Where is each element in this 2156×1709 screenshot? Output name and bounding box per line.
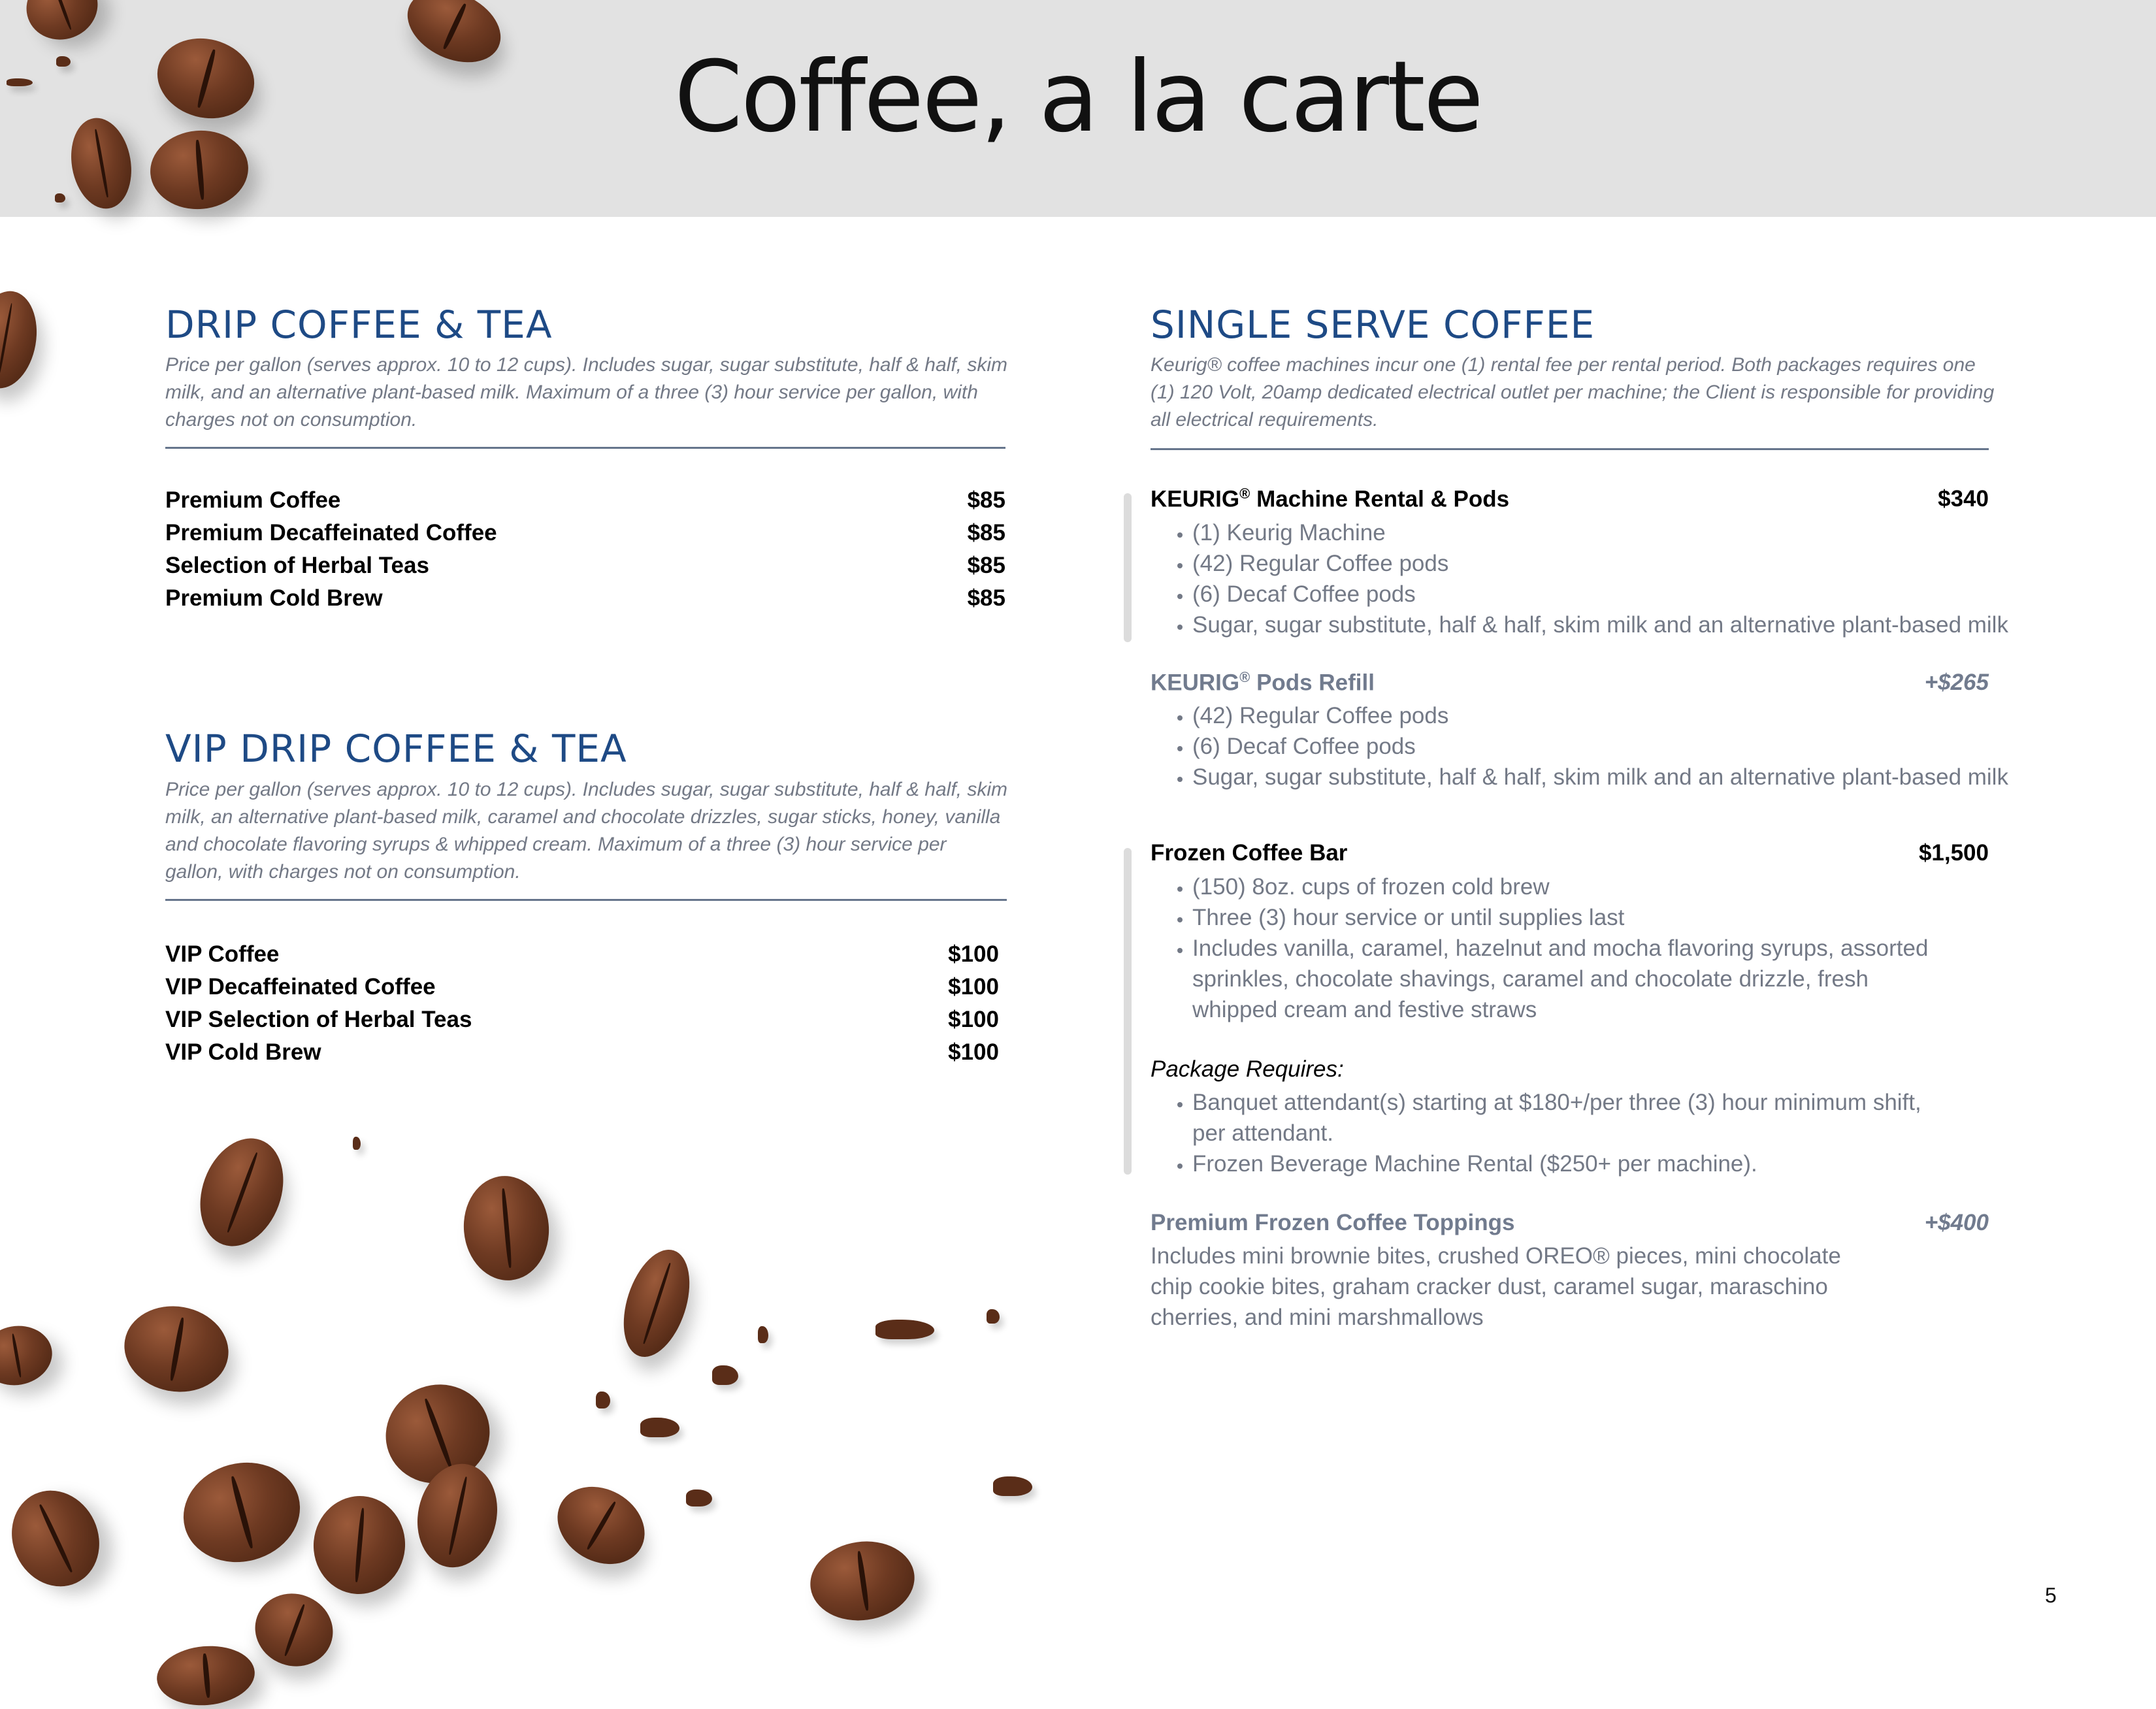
list-item: • (150) 8oz. cups of frozen cold brew — [1192, 871, 1944, 902]
brand-text: KEURIG — [1151, 670, 1240, 696]
coffee-bean-image — [245, 1583, 343, 1677]
item-name: VIP Selection of Herbal Teas — [165, 1007, 472, 1032]
drip-section-title: DRIP COFFEE & TEA — [165, 302, 553, 347]
item-name: Premium Frozen Coffee Toppings — [1151, 1210, 1515, 1235]
coffee-chip-image — [712, 1365, 738, 1385]
menu-item — [165, 582, 1005, 615]
item-name: VIP Coffee — [165, 941, 280, 967]
item-price: $100 — [948, 1007, 999, 1032]
list-item: • (6) Decaf Coffee pods — [1192, 579, 2156, 610]
coffee-bean-image — [544, 1471, 659, 1579]
coffee-chip-image — [987, 1309, 1000, 1324]
single-serve-divider — [1151, 448, 1989, 450]
coffee-bean-image — [0, 1476, 115, 1601]
menu-item — [165, 1003, 999, 1036]
list-item: • (1) Keurig Machine — [1192, 517, 2156, 548]
coffee-bean-image — [310, 1492, 410, 1598]
registered-mark: ® — [1239, 485, 1250, 502]
vip-description: Price per gallon (serves approx. 10 to 12 cups). Includes sugar, sugar substitute, half & half, skim milk, an alternative plant-based milk, caramel and chocolate drizzles, sugar sticks, honey, vanilla and chocolate flavoring syrups & whipped cream. Maximum of a three (3) hour service per gallon, with charges not on consumption. — [165, 779, 1007, 883]
menu-item — [165, 938, 999, 971]
coffee-chip-image — [55, 193, 65, 203]
registered-mark: ® — [1239, 669, 1250, 685]
single-serve-section-title: SINGLE SERVE COFFEE — [1151, 302, 1595, 347]
list-item: • Three (3) hour service or until supplies last — [1192, 902, 1944, 933]
list-item: • (42) Regular Coffee pods — [1192, 700, 2156, 731]
item-name: Premium Decaffeinated Coffee — [165, 520, 497, 545]
keurig-rental-list — [1151, 517, 2156, 640]
item-price: $100 — [948, 1039, 999, 1065]
item-price: $340 — [1938, 485, 1989, 512]
coffee-chip-image — [7, 78, 33, 86]
frozen-bar-list — [1151, 871, 1944, 1025]
coffee-bean-image — [172, 1450, 312, 1574]
brand-text: KEURIG — [1151, 486, 1240, 512]
single-serve-description: Keurig® coffee machines incur one (1) rental fee per rental period. Both packages requires one (1) 120 Volt, 20amp dedicated electrical outlet per machine; the Client is responsible for providing all electrical requirements. — [1151, 354, 1995, 431]
item-name: Premium Coffee — [165, 487, 341, 513]
coffee-bean-image — [118, 1298, 235, 1400]
list-item: • (42) Regular Coffee pods — [1192, 548, 2156, 579]
menu-item — [165, 517, 1005, 549]
item-name-text: Pods Refill — [1250, 670, 1375, 696]
coffee-bean-image — [0, 1320, 57, 1391]
list-item: • Includes vanilla, caramel, hazelnut and mocha flavoring syrups, assorted sprinkles, chocolate shavings, caramel and chocolate drizzle, fresh whipped cream and festive straws — [1192, 933, 1944, 1025]
item-price: $85 — [967, 585, 1005, 611]
coffee-chip-image — [596, 1392, 610, 1408]
package-requires-list — [1151, 1087, 1944, 1179]
toppings-description: Includes mini brownie bites, crushed OREO® pieces, mini chocolate chip cookie bites, graham cracker dust, caramel sugar, maraschino cherries, and mini marshmallows — [1151, 1243, 1841, 1330]
item-price: $100 — [948, 974, 999, 1000]
keurig-refill-list — [1151, 700, 2156, 792]
menu-item — [165, 549, 1005, 582]
list-item: • Banquet attendant(s) starting at $180+/per three (3) hour minimum shift, per attendant. — [1192, 1087, 1944, 1148]
list-item: • Sugar, sugar substitute, half & half, skim milk and an alternative plant-based milk — [1192, 610, 2156, 640]
list-item: • Frozen Beverage Machine Rental ($250+ per machine). — [1192, 1148, 1944, 1179]
item-name: VIP Cold Brew — [165, 1039, 321, 1065]
item-name: Frozen Coffee Bar — [1151, 840, 1348, 866]
keurig-refill-header — [1151, 669, 1989, 696]
coffee-bean-image — [459, 1173, 553, 1284]
list-item: • (6) Decaf Coffee pods — [1192, 731, 2156, 762]
menu-item — [165, 971, 999, 1003]
coffee-chip-image — [353, 1137, 361, 1150]
coffee-chip-image — [993, 1476, 1032, 1496]
coffee-chip-image — [758, 1326, 768, 1343]
coffee-chip-image — [686, 1489, 712, 1506]
coffee-bean-image — [805, 1535, 919, 1627]
menu-item — [165, 484, 1005, 517]
page-number: 5 — [2045, 1584, 2057, 1607]
item-price: $85 — [967, 487, 1005, 513]
coffee-bean-image — [612, 1241, 702, 1365]
coffee-bean-image — [154, 1642, 257, 1709]
item-price: $1,500 — [1918, 840, 1989, 866]
page-title: Coffee, a la carte — [674, 41, 1482, 154]
item-name-text: Machine Rental & Pods — [1250, 486, 1510, 512]
coffee-bean-image — [0, 286, 44, 393]
item-name — [1151, 485, 1509, 513]
coffee-bean-image — [186, 1127, 298, 1258]
coffee-chip-image — [875, 1320, 934, 1339]
drip-divider — [165, 447, 1005, 449]
vip-divider — [165, 899, 1007, 901]
accent-bar — [1124, 493, 1132, 642]
item-price: $85 — [967, 553, 1005, 578]
vip-menu — [165, 938, 999, 1069]
list-item: • Sugar, sugar substitute, half & half, skim milk and an alternative plant-based milk — [1192, 762, 2156, 792]
item-name: VIP Decaffeinated Coffee — [165, 974, 436, 1000]
item-name: Premium Cold Brew — [165, 585, 383, 611]
frozen-bar-header — [1151, 840, 1989, 866]
drip-menu — [165, 484, 1005, 615]
item-price: +$265 — [1924, 669, 1989, 695]
coffee-chip-image — [640, 1418, 679, 1437]
keurig-rental-header — [1151, 485, 1989, 513]
package-requires-label: Package Requires: — [1151, 1056, 1344, 1082]
menu-item — [165, 1036, 999, 1069]
item-name — [1151, 669, 1375, 696]
item-price: +$400 — [1924, 1210, 1989, 1235]
item-name: Selection of Herbal Teas — [165, 553, 429, 578]
coffee-chip-image — [56, 56, 71, 67]
accent-bar — [1124, 848, 1132, 1175]
item-price: $85 — [967, 520, 1005, 545]
toppings-header — [1151, 1210, 1989, 1236]
item-price: $100 — [948, 941, 999, 967]
vip-section-title: VIP DRIP COFFEE & TEA — [165, 726, 627, 771]
drip-description: Price per gallon (serves approx. 10 to 12 cups). Includes sugar, sugar substitute, half & half, skim milk, and an alternative plant-based milk. Maximum of a three (3) hour service per gallon, with charges not on consumption. — [165, 354, 1007, 431]
